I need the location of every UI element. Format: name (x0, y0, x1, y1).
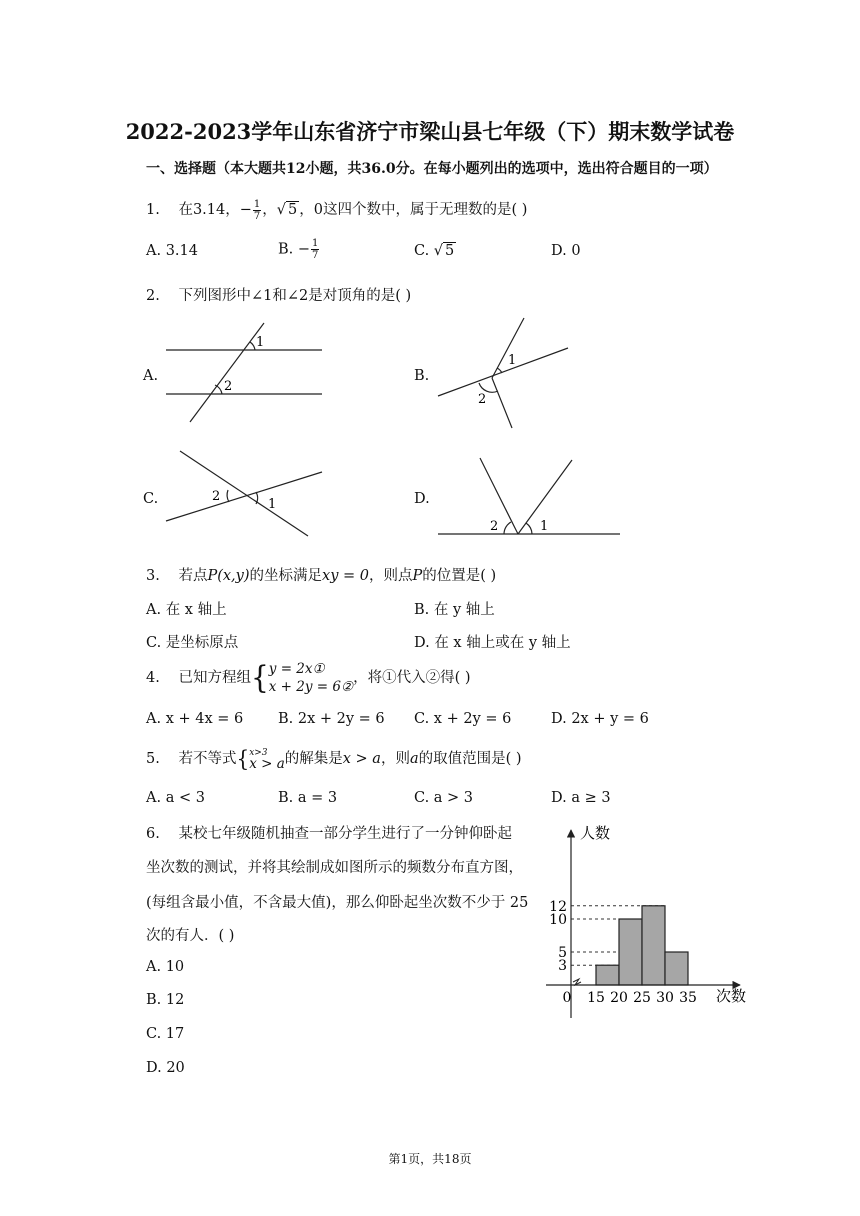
angle-label: 1 (256, 335, 265, 350)
histogram-bar (596, 965, 619, 985)
question-5: 5. 若不等式{ x>3 x > a 的解集是x > a，则a的取值范围是( ) (146, 745, 522, 773)
x-tick-label: 25 (633, 990, 651, 1006)
y-tick-label: 3 (558, 958, 567, 975)
angle-label: 2 (212, 489, 221, 504)
option-d[interactable]: D. a ≥ 3 (551, 790, 611, 806)
option-a[interactable]: A. 在 x 轴上 (146, 602, 227, 618)
page-title: 2022-2023学年山东省济宁市梁山县七年级（下）期末数学试卷 (125, 119, 735, 144)
question-number: 4. (146, 670, 160, 686)
option-c[interactable]: C. x + 2y = 6 (414, 711, 512, 727)
figure-d (432, 452, 627, 540)
question-text-line: 坐次数的测试，并将其绘制成如图所示的频数分布直方图， (146, 860, 523, 876)
y-tick-label: 12 (549, 898, 567, 915)
question-text: 在3.14， (178, 202, 240, 218)
question-text: ，则点 (368, 568, 413, 584)
question-text: 某校七年级随机抽查一部分学生进行了一分钟仰卧起 (178, 826, 512, 842)
x-tick-label: 20 (610, 990, 628, 1006)
fraction: $\frac{1}{7}$ (253, 198, 261, 222)
question-3 (146, 564, 496, 585)
question-2 (146, 284, 411, 305)
figure-b (432, 312, 577, 434)
question-4: 4. 已知方程组{ y = 2x① x + 2y = 6② ，将①代入②得( ) (146, 659, 471, 696)
question-text-end: ，将①代入②得( ) (353, 670, 471, 686)
option-b[interactable]: B. 在 y 轴上 (414, 602, 495, 618)
inequality-system: x>3 x > a (249, 747, 285, 772)
histogram-chart (540, 820, 760, 1025)
math-var: a (409, 751, 419, 767)
option-b[interactable]: B. 2x + 2y = 6 (278, 711, 385, 727)
figure-c (160, 446, 330, 544)
histogram-bar (665, 952, 688, 985)
question-text-line: (每组含最小值，不含最大值)，那么仰卧起坐次数不少于 25 (146, 895, 529, 911)
option-c[interactable]: C. (143, 491, 159, 507)
math-solution: x > a (342, 751, 381, 767)
y-tick-label: 5 (558, 945, 567, 961)
option-b[interactable]: B. 12 (146, 992, 185, 1008)
question-number: 2. (146, 288, 160, 304)
y-tick-label: 10 (549, 912, 567, 928)
question-text-end: ，0这四个数中，属于无理数的是( ) (299, 202, 528, 218)
angle-label: 2 (490, 519, 499, 534)
option-c[interactable]: C. √ 5 (414, 243, 455, 259)
option-d[interactable]: D. 2x + y = 6 (551, 711, 649, 727)
question-text: 的解集是 (284, 751, 343, 767)
question-number: 1. (146, 202, 160, 218)
option-b[interactable]: B. − $\frac{1}{7}$ (278, 238, 319, 261)
question-text: ，则 (380, 751, 410, 767)
question-text: 已知方程组 (178, 670, 251, 686)
histogram-bar (619, 919, 642, 985)
sqrt-expr: √ 5 (276, 202, 298, 218)
option-a[interactable]: A. 10 (146, 959, 185, 975)
x-axis-label: 次数 (716, 987, 747, 1005)
option-d[interactable]: D. (414, 491, 430, 507)
angle-label: 1 (508, 353, 517, 368)
question-text-end: 的位置是( ) (422, 568, 497, 584)
question-text: 若点 (178, 568, 208, 584)
option-c[interactable]: C. 17 (146, 1026, 185, 1042)
math-point: P(x,y) (207, 568, 250, 584)
x-tick-label: 0 (562, 990, 572, 1006)
separator: ， (262, 202, 277, 218)
math-var: P (412, 568, 423, 584)
option-a[interactable]: A. (143, 368, 159, 384)
equation-system: y = 2x① x + 2y = 6② (268, 661, 354, 695)
option-d[interactable]: D. 0 (551, 243, 581, 259)
option-c[interactable]: C. 是坐标原点 (146, 635, 239, 651)
page-footer: 第1页，共18页 (388, 1152, 472, 1166)
question-number: 5. (146, 751, 160, 767)
y-axis-label: 人数 (580, 824, 611, 842)
x-tick-label: 30 (656, 990, 674, 1006)
x-tick-label: 15 (587, 990, 605, 1006)
angle-label: 1 (540, 519, 549, 534)
question-1 (146, 198, 527, 222)
minus-sign: − (239, 202, 252, 218)
math-equation: xy = 0 (322, 568, 369, 584)
option-d[interactable]: D. 在 x 轴上或在 y 轴上 (414, 635, 571, 651)
angle-label: 2 (478, 392, 487, 407)
question-6 (146, 822, 512, 843)
section-heading: 一、选择题（本大题共12小题，共36.0分。在每小题列出的选项中，选出符合题目的一项） (146, 161, 718, 177)
option-c[interactable]: C. a > 3 (414, 790, 474, 806)
angle-label: 2 (224, 379, 233, 394)
option-a[interactable]: A. 3.14 (146, 243, 198, 259)
axis-break-icon (573, 979, 581, 985)
angle-label: 1 (268, 497, 277, 512)
option-a[interactable]: A. a < 3 (146, 790, 205, 806)
x-tick-label: 35 (679, 990, 697, 1006)
option-b[interactable]: B. (414, 368, 430, 384)
option-b[interactable]: B. a = 3 (278, 790, 338, 806)
question-text: 若不等式 (178, 751, 237, 767)
question-text-line: 次的有人．( ) (146, 928, 235, 944)
figure-a (160, 318, 330, 428)
histogram-bar (642, 906, 665, 985)
question-text: 下列图形中∠1和∠2是对顶角的是( ) (178, 288, 412, 304)
question-number: 3. (146, 568, 160, 584)
question-text: 的坐标满足 (249, 568, 323, 584)
question-text-end: 的取值范围是( ) (418, 751, 522, 767)
question-number: 6. (146, 826, 160, 842)
option-d[interactable]: D. 20 (146, 1060, 185, 1076)
option-a[interactable]: A. x + 4x = 6 (146, 711, 244, 727)
